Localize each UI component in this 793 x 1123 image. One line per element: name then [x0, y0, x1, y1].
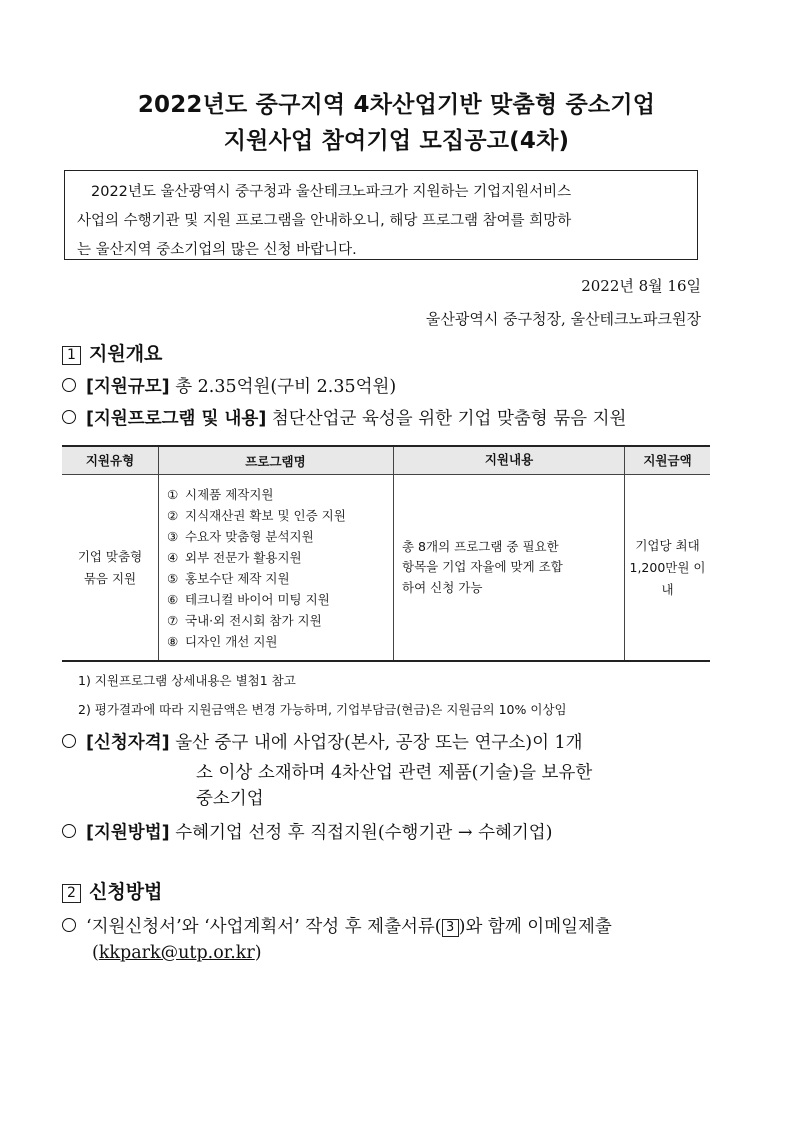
list-item: [167, 589, 392, 610]
item-number: ①: [167, 486, 179, 502]
list-item: [167, 568, 392, 589]
paren-close: ): [254, 943, 262, 963]
item-name: 테크니컬 바이어 미팅 지원: [185, 591, 330, 607]
item-number: ⑧: [167, 633, 179, 649]
bullet-text: 울산 중구 내에 사업장(본사, 공장 또는 연구소)이 1개: [169, 733, 583, 753]
issuing-organizations: 울산광역시 중구청장, 울산테크노파크원장: [425, 310, 701, 328]
content-line: 총 8개의 프로그램 중 필요한: [402, 538, 559, 554]
list-item: [167, 484, 392, 505]
bullet-support-method: [62, 819, 553, 844]
table-note-1: 1) 지원프로그램 상세내용은 별첨1 참고: [78, 673, 296, 688]
bullet-text: 총 2.35억원(구비 2.35억원): [169, 377, 397, 397]
header-support-amount: 지원금액: [625, 446, 711, 475]
type-line: 묶음 지원: [83, 570, 137, 586]
amount-line: 기업당 최대: [635, 537, 700, 553]
section-1-heading: [62, 339, 162, 366]
circle-bullet-icon: [62, 410, 76, 424]
item-number: ②: [167, 507, 179, 523]
bullet-text: 첨단산업군 육성을 위한 기업 맞춤형 묶음 지원: [266, 409, 627, 429]
list-item: [167, 610, 392, 631]
section-2-heading: [62, 877, 162, 904]
circle-bullet-icon: [62, 378, 76, 392]
title-line-2: 지원사업 참여기업 모집공고(4차): [223, 128, 570, 154]
intro-line-1: 2022년도 울산광역시 중구청과 울산테크노파크가 지원하는 기업지원서비스: [91, 184, 572, 200]
header-support-content: 지원내용: [394, 446, 625, 475]
email-link[interactable]: kkpark@utp.or.kr: [98, 943, 255, 963]
bullet-label: [지원방법]: [86, 823, 170, 843]
cell-program-list: [159, 475, 394, 662]
apply-text-1: ‘지원신청서’와 ‘사업계획서’ 작성 후 제출서류(: [86, 917, 442, 937]
item-number: ⑥: [167, 591, 179, 607]
item-name: 시제품 제작지원: [185, 486, 274, 502]
section-title: 신청방법: [89, 881, 163, 903]
bullet-support-scale: [62, 373, 396, 398]
circle-bullet-icon: [62, 734, 76, 748]
section-number-box: 2: [62, 884, 81, 903]
title-line-1: 2022년도 중구지역 4차산업기반 맞춤형 중소기업: [137, 92, 656, 118]
eligibility-line-3: 중소기업: [196, 789, 264, 809]
bullet-label: [신청자격]: [86, 733, 170, 753]
notice-date: 2022년 8월 16일: [581, 277, 701, 295]
cell-support-type: [62, 475, 159, 662]
item-name: 국내·외 전시회 참가 지원: [185, 612, 322, 628]
bullet-label: [지원프로그램 및 내용]: [86, 409, 267, 429]
reference-number-box: 3: [442, 919, 459, 937]
item-name: 지식재산권 확보 및 인증 지원: [185, 507, 346, 523]
section-title: 지원개요: [89, 343, 163, 365]
circle-bullet-icon: [62, 824, 76, 838]
amount-line: 1,200만원 이내: [629, 559, 706, 597]
list-item: [167, 631, 392, 652]
bullet-support-program: [62, 405, 626, 430]
bullet-application: [62, 913, 612, 938]
paren-open: (: [92, 943, 99, 963]
program-list: [167, 484, 392, 652]
item-number: ③: [167, 528, 179, 544]
cell-support-amount: [625, 475, 711, 662]
item-name: 수요자 맞춤형 분석지원: [185, 528, 314, 544]
type-line: 기업 맞춤형: [77, 548, 143, 564]
email-line: [92, 943, 262, 963]
bullet-label: [지원규모]: [86, 377, 170, 397]
content-line: 하여 신청 가능: [402, 579, 483, 595]
list-item: [167, 505, 392, 526]
item-name: 디자인 개선 지원: [185, 633, 278, 649]
header-program-name: 프로그램명: [159, 446, 394, 475]
header-support-type: 지원유형: [62, 446, 159, 475]
intro-line-2: 사업의 수행기관 및 지원 프로그램을 안내하오니, 해당 프로그램 참여를 희망하: [77, 213, 572, 229]
intro-line-3: 는 울산지역 중소기업의 많은 신청 바랍니다.: [77, 242, 357, 258]
bullet-text: 수혜기업 선정 후 직접지원(수행기관 → 수혜기업): [169, 823, 553, 843]
content-line: 항목을 기업 자율에 맞게 조합: [402, 559, 563, 575]
cell-support-content: [394, 475, 625, 662]
section-number-box: 1: [62, 346, 81, 365]
apply-text-2: )와 함께 이메일제출: [458, 917, 612, 937]
item-name: 홍보수단 제작 지원: [185, 570, 290, 586]
eligibility-line-2: 소 이상 소재하며 4차산업 관련 제품(기술)을 보유한: [196, 763, 593, 783]
bullet-eligibility: [62, 729, 583, 754]
item-number: ⑤: [167, 570, 179, 586]
program-table: [62, 445, 710, 662]
table-header-row: [62, 446, 710, 475]
item-number: ⑦: [167, 612, 179, 628]
intro-box: [64, 170, 698, 260]
item-name: 외부 전문가 활용지원: [185, 549, 302, 565]
circle-bullet-icon: [62, 918, 76, 932]
item-number: ④: [167, 549, 179, 565]
table-row: [62, 475, 710, 662]
list-item: [167, 547, 392, 568]
table-note-2: 2) 평가결과에 따라 지원금액은 변경 가능하며, 기업부담금(현금)은 지원금의 10% 이상임: [78, 702, 567, 717]
list-item: [167, 526, 392, 547]
